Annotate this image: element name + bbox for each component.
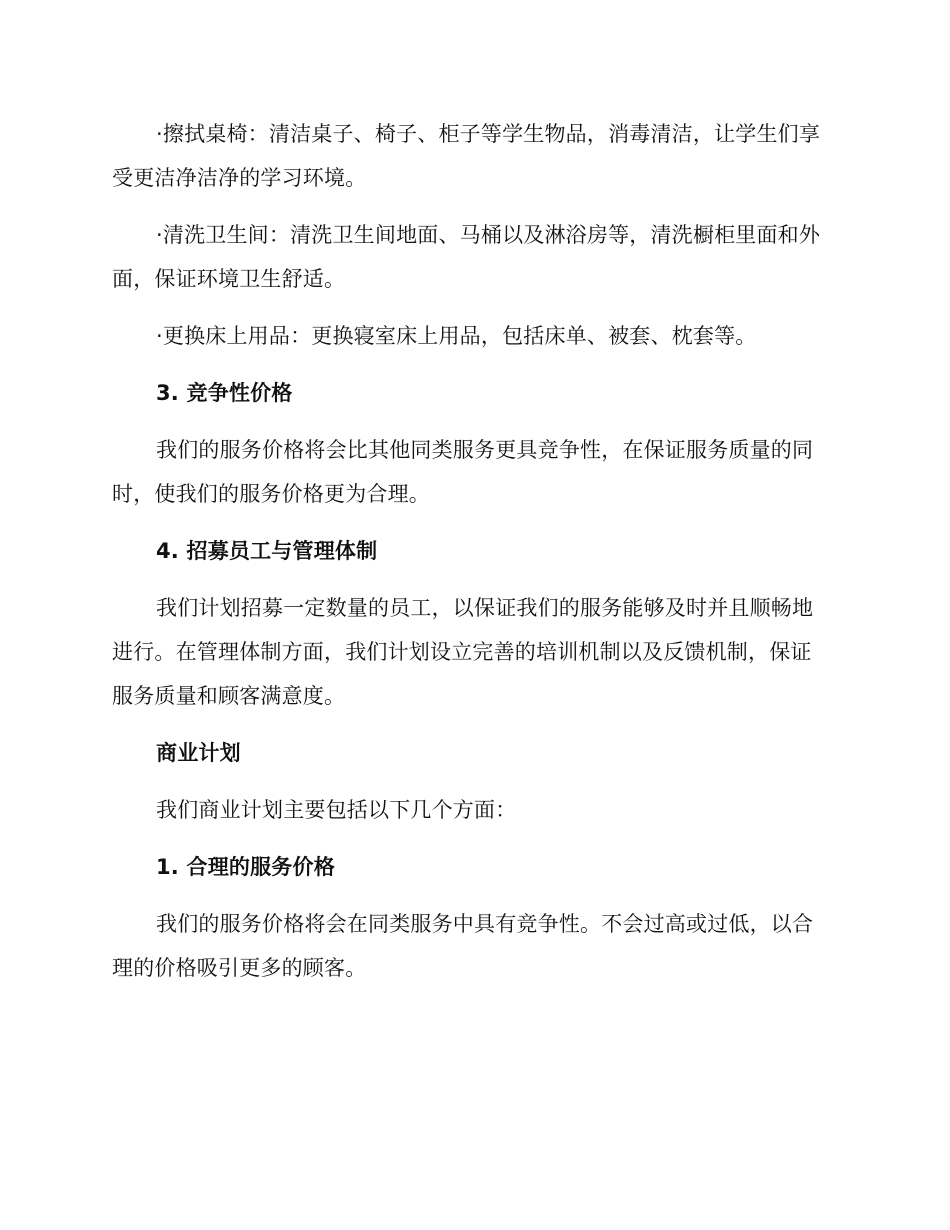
paragraph-business-plan-intro: 我们商业计划主要包括以下几个方面： [156, 798, 517, 822]
bullet-paragraph-wipe-desks: ·擦拭桌椅：清洁桌子、椅子、柜子等学生物品，消毒清洁，让学生们享受更洁净洁净的学习环境。 [112, 122, 821, 190]
bullet-paragraph-clean-bathroom: ·清洗卫生间：清洗卫生间地面、马桶以及淋浴房等，清洗橱柜里面和外面，保证环境卫生舒适。 [112, 223, 821, 291]
paragraph-competitive-price: 我们的服务价格将会比其他同类服务更具竞争性，在保证服务质量的同时，使我们的服务价格更为合理。 [112, 438, 814, 506]
paragraph-reasonable-price: 我们的服务价格将会在同类服务中具有竞争性。不会过高或过低，以合理的价格吸引更多的顾客。 [112, 912, 814, 980]
paragraph-recruitment: 我们计划招募一定数量的员工，以保证我们的服务能够及时并且顺畅地进行。在管理体制方面，我们计划设立完善的培训机制以及反馈机制，保证服务质量和顾客满意度。 [112, 596, 814, 708]
bullet-paragraph-change-bedding: ·更换床上用品：更换寝室床上用品，包括床单、被套、枕套等。 [156, 324, 757, 348]
section-heading-reasonable-price: 1. 合理的服务价格 [156, 855, 335, 879]
section-heading-business-plan: 商业计划 [156, 741, 241, 765]
document-body [112, 112, 830, 1003]
section-heading-competitive-price: 3. 竞争性价格 [156, 381, 293, 405]
section-heading-recruitment: 4. 招募员工与管理体制 [156, 539, 378, 563]
